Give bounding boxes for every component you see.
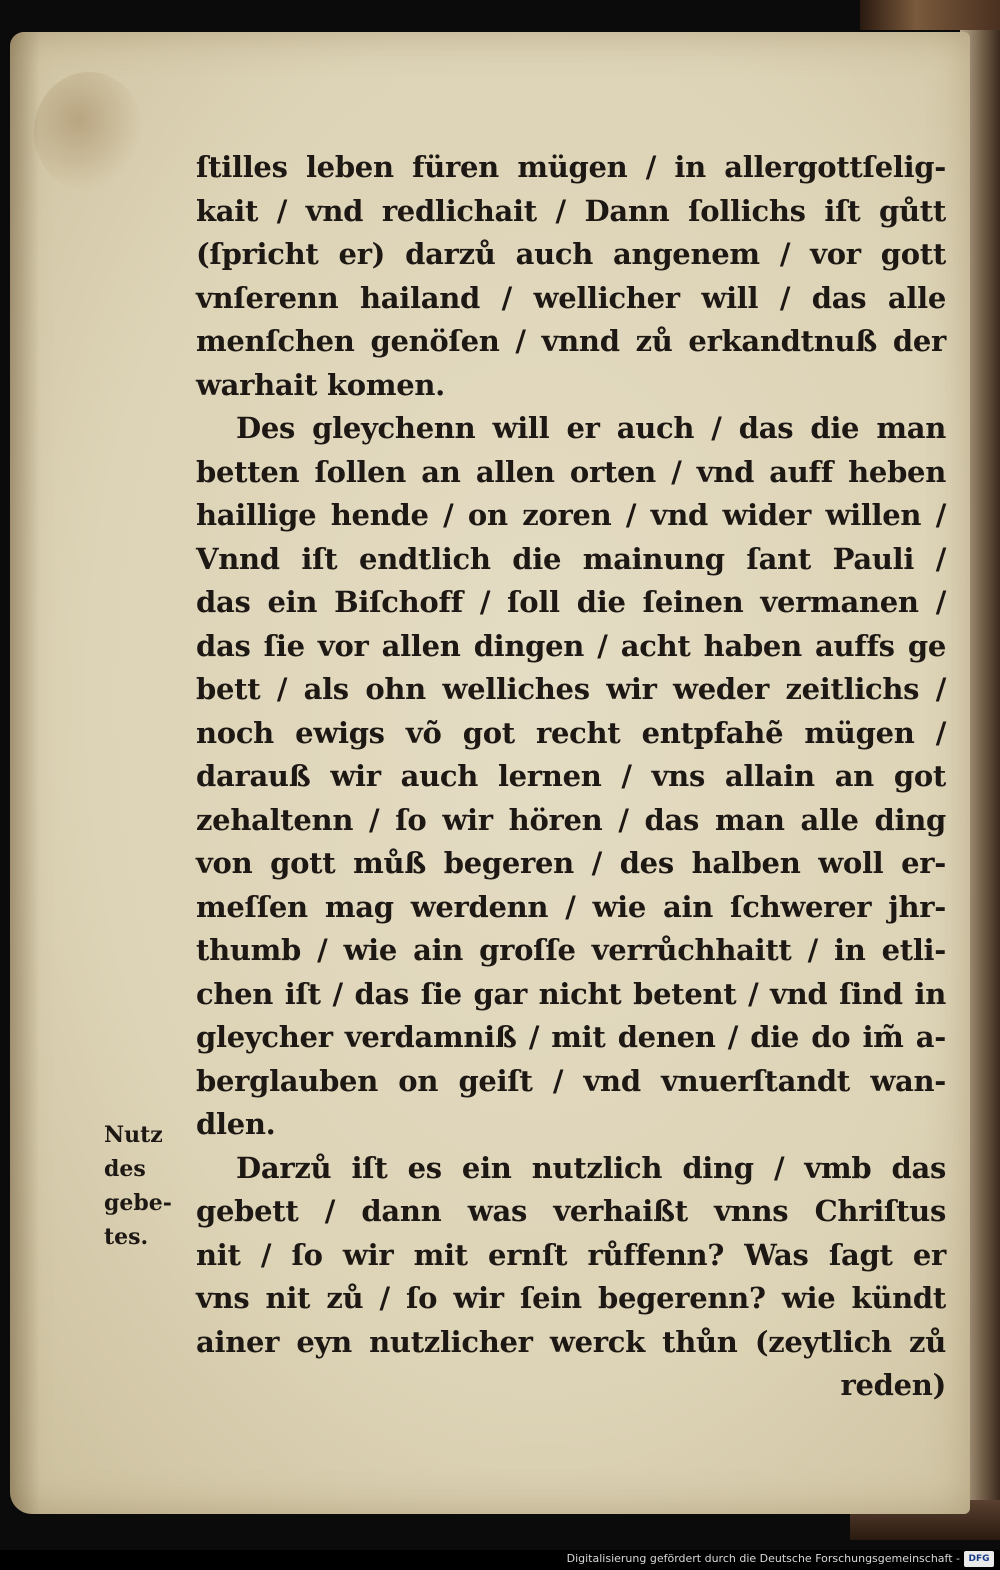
book-edge-top [860,0,1000,30]
marginal-note [104,1118,188,1254]
text-line: zehaltenn / ſo wir hören / das man alle ding [196,802,946,837]
text-line: (ſpricht er) darzů auch angenem / vor gott [196,237,946,271]
text-line: gebett / dann was verhaißt vnns Chriſtus [196,1194,946,1228]
marginal-note-line: Nutz [104,1122,163,1148]
text-line: kait / vnd redlichait / Dann ſollichs iſt gůtt [196,193,946,228]
text-line: menſchen genöſen / vnnd zů erkandtnuß der [196,324,946,358]
funding-credit: Digitalisierung gefördert durch die Deutsche Forschungsgemeinschaft - [566,1552,960,1565]
text-line: ſtilles leben füren mügen / in allergottſelig- [196,150,946,184]
text-line: gleycher verdamniß / mit denen / die do im̃ a- [196,1020,946,1054]
text-line: warhait komen. [196,367,445,402]
text-line: bett / als ohn welliches wir weder zeitlichs / [196,672,946,706]
text-line: noch ewigs võ got recht entpfahẽ mügen / [196,715,946,750]
text-line: haillige hende / on zoren / vnd wider willen / [196,498,946,532]
paragraph-start-line: Darzů iſt es ein nutzlich ding / vmb das [236,1150,946,1185]
text-line: vns nit zů / ſo wir ſein begerenn? wie kündt [196,1281,946,1315]
text-line: von gott můß begeren / des halben woll er- [196,846,946,880]
text-line: vnſerenn hailand / wellicher will / das alle [196,280,946,315]
text-line: dlen. [196,1107,276,1141]
dfg-logo: DFG [964,1551,994,1567]
page-stain [34,72,144,192]
text-line: thumb / wie ain groſſe verrůchhaitt / in etli- [196,933,946,967]
text-line: Vnnd iſt endtlich die mainung ſant Pauli / [196,541,946,576]
marginal-note-line: gebe- [104,1190,172,1216]
text-line: chen iſt / das ſie gar nicht betent / vnd ſind in [196,976,946,1011]
text-line: berglauben on geiſt / vnd vnuerſtandt wan- [196,1063,946,1098]
text-line: darauß wir auch lernen / vns allain an got [196,759,946,793]
text-line: betten ſollen an allen orten / vnd auff heben [196,454,946,489]
marginal-note-line: des [104,1156,146,1182]
gutter-shadow [10,32,40,1514]
text-line: meſſen mag werdenn / wie ain ſchwerer jhr- [196,889,946,924]
marginal-note-line: tes. [104,1224,149,1250]
text-line: das ein Biſchoff / ſoll die ſeinen vermanen / [196,585,946,619]
text-line: nit / ſo wir mit ernſt růffenn? Was ſagt er [196,1237,946,1272]
text-line: ainer eyn nutzlicher werck thůn (zeytlich zů [196,1324,946,1359]
page-body-text [196,146,946,1408]
paragraph-start-line: Des gleychenn will er auch / das die man [236,411,946,445]
text-line: reden) [840,1368,946,1402]
text-line: das ſie vor allen dingen / acht haben auffs ge [196,628,946,663]
